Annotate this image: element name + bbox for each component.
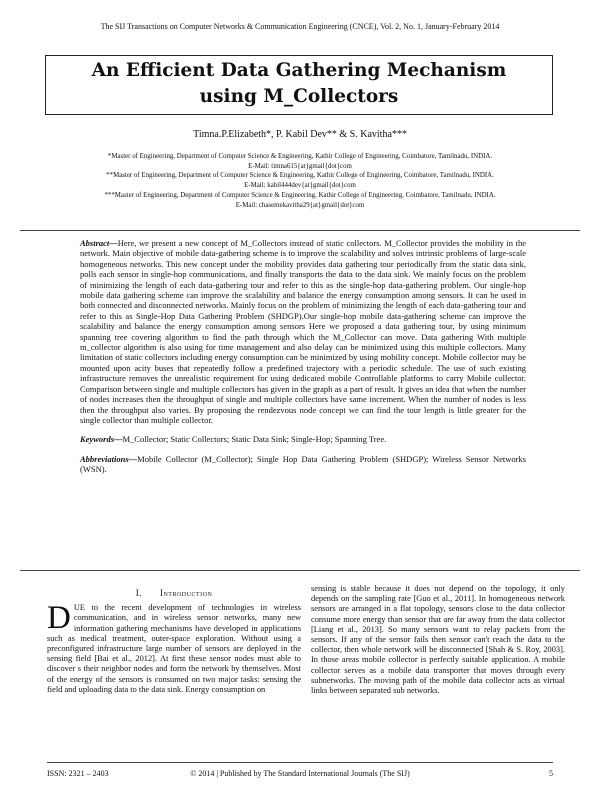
footer-publisher: © 2014 | Published by The Standard International Journals (The SIJ) [190, 769, 410, 778]
abstract-label: Abstract— [80, 238, 118, 248]
title-box [45, 55, 553, 115]
page-number: 5 [549, 769, 553, 778]
keywords-label: Keywords— [80, 434, 123, 445]
authors: Timna.P.Elizabeth*, P. Kabil Dev** & S. Kavitha*** [193, 129, 407, 140]
affiliation-2: **Master of Engineering, Department of Computer Science & Engineering, Kathir College of Engineering, Coimbatore, Tamilnadu, INDIA. [106, 172, 494, 180]
abbreviations-text: Mobile Collector (M_Collector); Single Hop Data Gathering Problem (SHDGP); Wireless Sensor Networks (WSN). [80, 453, 526, 475]
intro-text-right: sensing is stable because it does not depend on the topology, it only depends on the sampling rate [Guo et al., 2011]. In homogeneous network sensors are arranged in a flat topology, sensors close to the data collector consume more energy than sensor that are far away from the data collector [Liang et al., 2013]. So many sensors want to relay packets from the sensors. If any of the sensor fails then sensor can't reach the data to the collector, then whole network will be disconnected [Shah & S. Roy, 2003]. In those areas mobile collector is perfectly suitable application. A mobile collector serves as a mobile data transporter that moves through every subnetworks. The moving path of the mobile data collector acts as virtual links between separated sub networks. [311, 584, 565, 696]
affiliation-3: ***Master of Engineering, Department of Computer Science & Engineering, Kathir College of Engineering, Coimbatore, Tamilnadu, INDIA. [104, 191, 496, 199]
left-column [47, 588, 301, 695]
section-heading [47, 588, 301, 598]
email-3: E-Mail: chasemekavitha29{at}gmail{dot}com [235, 201, 365, 209]
paper-title-line-2: using M_Collectors [199, 86, 399, 107]
email-1: E-Mail: timna615{at}gmail{dot}com [248, 162, 352, 170]
section-number: I. [135, 588, 142, 598]
abstract-text: Here, we present a new concept of M_Collectors instead of static collectors. M_Collector provides the mobility in the network. Main objective of mobile data-gathering scheme is to improve the scalability and solves intrinsic problems of large-scale homogeneous networks. This new concept under the mobility provides data gathering tour periodically from the static data sink, polls each sensor in single-hop communications, and finally transports the data to the data sink. We mainly focus on the problem of minimizing the length of each data-gathering tour and refer to this as the single-hop data-gathering problem. Our single-hop mobile data gathering scheme can improve the scalability and balance the energy consumption among sensors. It can be used in both connected and disconnected networks. Mainly focus on the problem of minimizing the length of each data-gathering tour and refer to this as Single-Hop Data Gathering Problem (SHDGP).Our single-hop mobile data-gathering scheme can improve the scalability and balance the energy consumption among sensors Here we proposed a data gathering tour, by using minimum spanning tree covering algorithm to find the path through which the M_Collector can move. Data gathering With multiple m_collector algorithm is also using for time management and also delay can be minimized using this multiple collectors. Many limitation of static collectors including energy consumption can be minimized by using mobility concept. Mobile collector may be mounted upon acity buses that repeatedly follow a predefined trajectory with a periodic schedule. The use of such existing infrastructure removes the unrealistic requirement for using dedicated mobile Controllable platforms to carry Mobile collector. Comparison between single and multiple collectors has given in the graph as a part of result. It gives an idea that when the number of nodes increases then the throughput of single and multiple collectors have same increment. When the number of nodes is less then the throughput also varies. By proposing the rendezvous node concept we can find the tour length is little greater for the single collector than multiple collector. [80, 238, 526, 425]
abbreviations-label: Abbreviations— [80, 453, 138, 464]
keywords-text: M_Collector; Static Collectors; Static Data Sink; Single-Hop; Spanning Tree. [122, 434, 387, 445]
abstract-block [80, 238, 526, 475]
abbreviations [80, 454, 526, 475]
affiliation-1: *Master of Engineering, Department of Computer Science & Engineering, Kathir College of Engineering, Coimbatore, Tamilnadu, INDIA. [107, 153, 493, 160]
email-2: E-Mail: kabil444dev{at}gmail{dot}com [244, 182, 356, 190]
intro-text-left: UE to the recent development of technologies in wireless communication, and in wireless sensor networks, many new information gathering mechanisms have developed in applications such as medical treatment, outer-space exploration. Without using a preconfigured infrastructure large number of sensors are deployed in the sensing field [Bai et al., 2012]. At first these sensor nodes must able to discover s their neighbor nodes and form the network by themselves. Most of the energy of the sensors is consumed on two major tasks: sensing the field and uploading data to the data sink. Energy consumption on [47, 603, 301, 694]
section-title: Introduction [159, 588, 213, 598]
drop-cap: D [47, 600, 71, 637]
footer-issn: ISSN: 2321 – 2403 [47, 769, 109, 778]
bottom-divider [20, 570, 580, 571]
intro-paragraph-left [47, 600, 301, 695]
paper-title-line-1: An Efficient Data Gathering Mechanism [91, 60, 507, 81]
affiliations [20, 152, 580, 210]
abstract [80, 238, 526, 425]
footer-divider [47, 762, 553, 763]
right-column [311, 584, 565, 696]
keywords [80, 434, 526, 444]
top-divider [20, 230, 580, 231]
journal-header: The SIJ Transactions on Computer Networks & Communication Engineering (CNCE), Vol. 2, No. 1, January-February 2014 [100, 22, 500, 31]
